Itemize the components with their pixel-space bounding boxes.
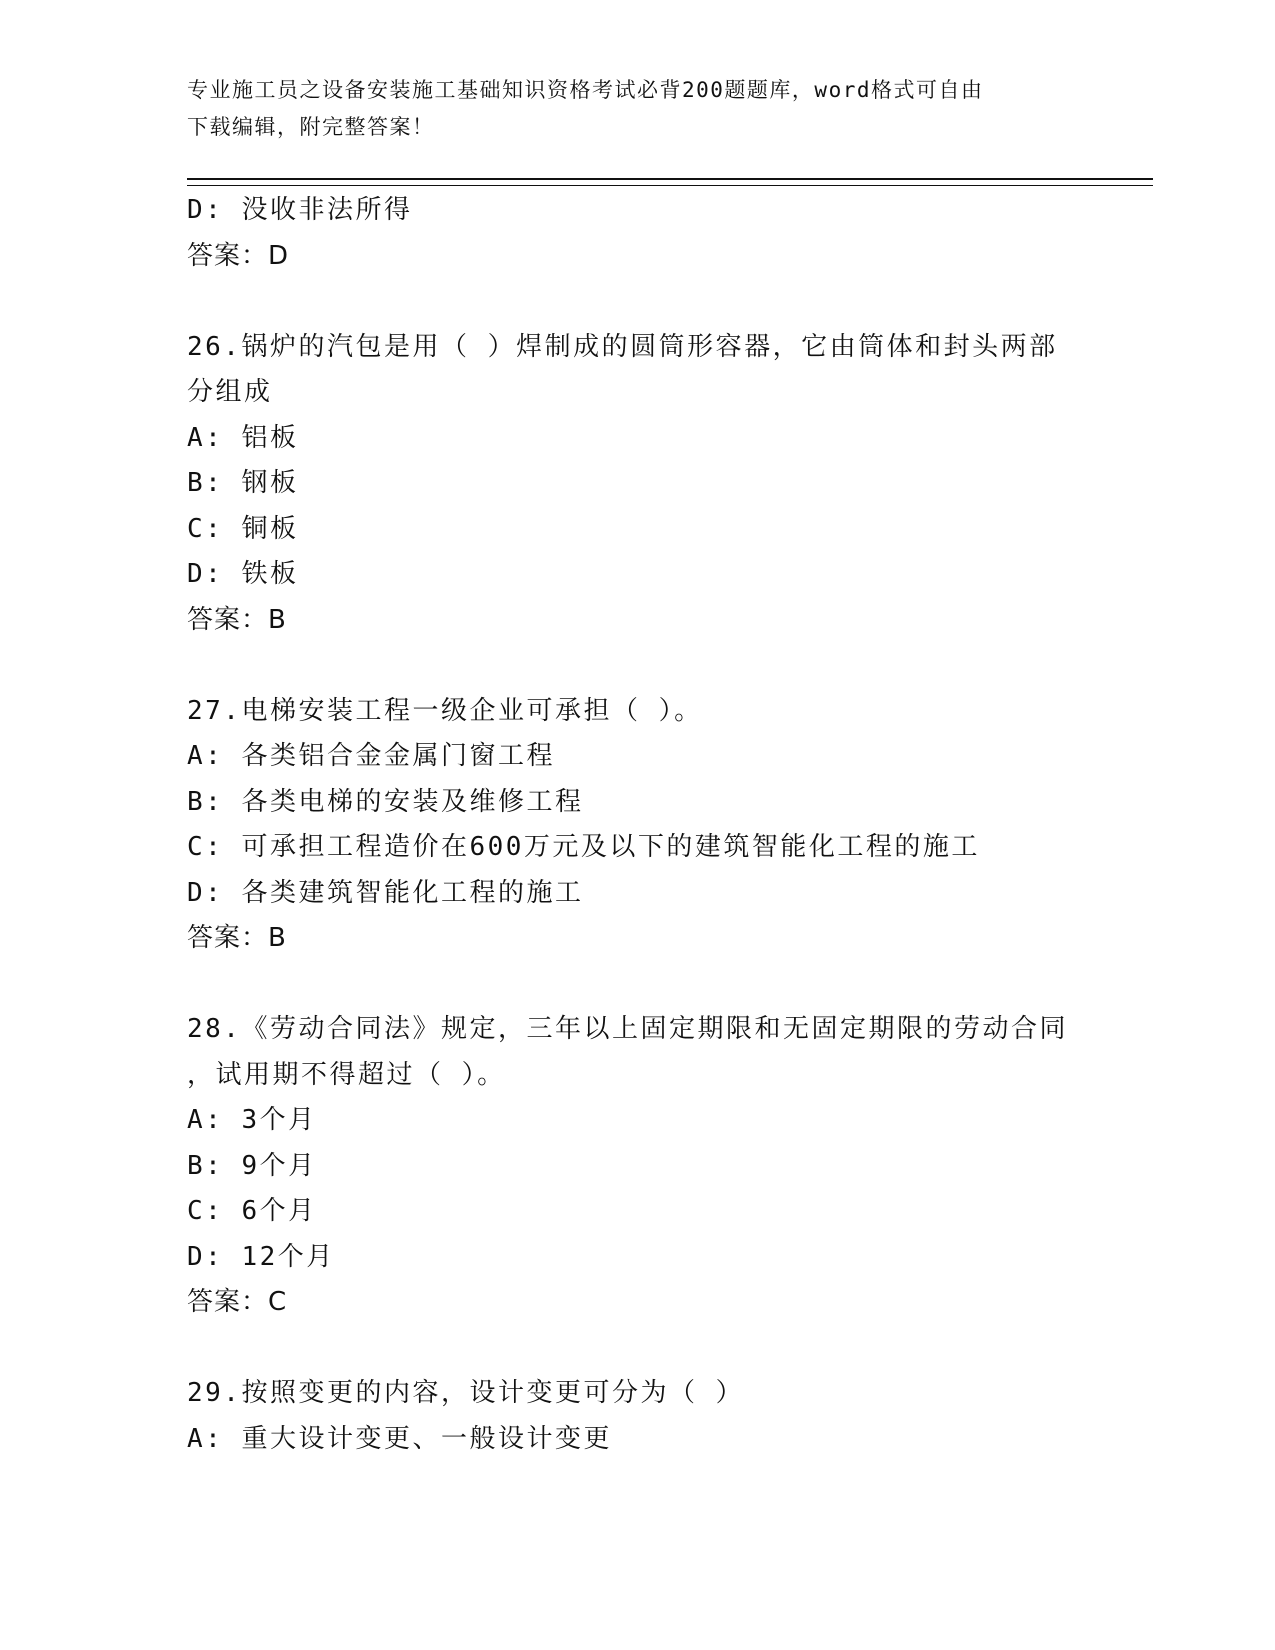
header-line-1: 专业施工员之设备安装施工基础知识资格考试必背200题题库，word格式可自由: [187, 78, 984, 102]
question-stem-cont: ，试用期不得超过（ ）。: [187, 1059, 506, 1090]
option-d: D: 12个月: [187, 1241, 335, 1272]
option-b: B: 各类电梯的安装及维修工程: [187, 786, 584, 817]
question-stem: 27.电梯安装工程一级企业可承担（ ）。: [187, 695, 703, 726]
question-stem: 28.《劳动合同法》规定，三年以上固定期限和无固定期限的劳动合同: [187, 1014, 1068, 1044]
answer: 答案：C: [187, 1287, 288, 1317]
option-a: A: 3个月: [187, 1105, 317, 1135]
question-stem: 26.锅炉的汽包是用（ ）焊制成的圆筒形容器，它由筒体和封头两部: [187, 331, 1058, 362]
option-b: B: 钢板: [187, 468, 299, 498]
option-b: B: 9个月: [187, 1150, 317, 1181]
question-stem: 29.按照变更的内容，设计变更可分为（ ）: [187, 1378, 745, 1408]
option-a: A: 重大设计变更、一般设计变更: [187, 1423, 612, 1454]
option-a: A: 铝板: [187, 422, 299, 453]
option-a: A: 各类铝合金金属门窗工程: [187, 741, 555, 771]
option-d: D: 铁板: [187, 559, 299, 589]
option-c: C: 可承担工程造价在600万元及以下的建筑智能化工程的施工: [187, 832, 980, 862]
option-d: D: 各类建筑智能化工程的施工: [187, 877, 584, 908]
question-29: [187, 1371, 1087, 1462]
prev-option-d: D: 没收非法所得: [187, 195, 413, 225]
question-26: [187, 325, 1087, 644]
option-c: C: 铜板: [187, 513, 299, 544]
question-list: [187, 188, 1087, 1462]
question-28: [187, 1007, 1087, 1326]
header-divider: [187, 178, 1153, 186]
header-line-2: 下载编辑，附完整答案！: [187, 115, 435, 139]
answer: 答案：B: [187, 604, 287, 635]
question-stem-cont: 分组成: [187, 377, 273, 407]
answer: 答案：B: [187, 923, 287, 953]
document-header: [187, 72, 1067, 146]
question-27: [187, 689, 1087, 962]
option-c: C: 6个月: [187, 1196, 317, 1226]
prev-answer: 答案：D: [187, 240, 290, 271]
